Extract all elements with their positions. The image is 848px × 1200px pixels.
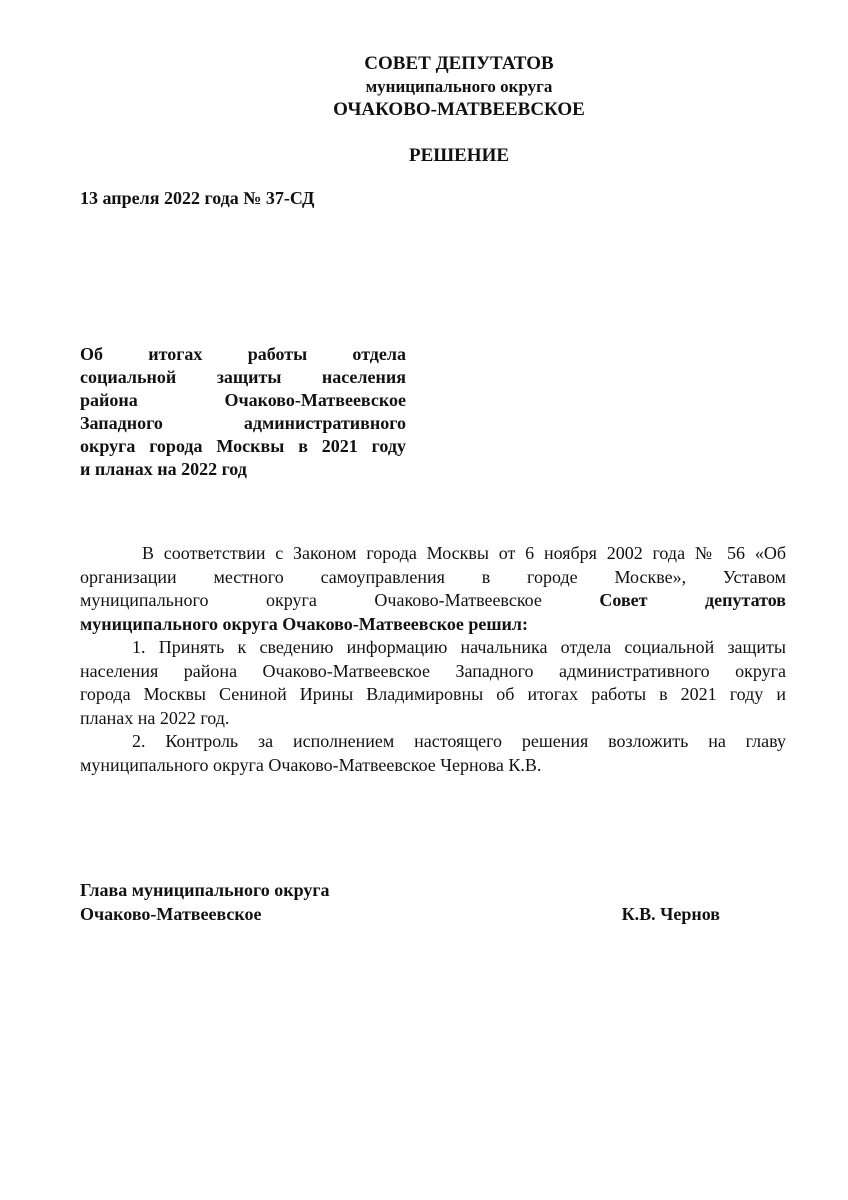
district-type: муниципального округа	[365, 77, 553, 96]
item2-line: 2. Контроль за исполнением настоящего решения возложить на главу	[132, 731, 786, 751]
document-header	[0, 52, 848, 121]
signatory-name: К.В. Чернов	[621, 904, 720, 924]
preamble-line: муниципального округа Очаково-Матвеевское решил:	[80, 613, 529, 634]
signature-block	[80, 878, 720, 926]
document-type-title: РЕШЕНИЕ	[408, 145, 510, 166]
subject-line: Об итогах работы отдела	[80, 344, 406, 364]
item1-line: города Москвы Сениной Ирины Владимировны об итогах работы в 2021 году и	[80, 684, 786, 704]
item1-line: планах на 2022 год.	[80, 707, 230, 728]
district-name: ОЧАКОВО-МАТВЕЕВСКОЕ	[333, 99, 585, 120]
item1-line: населения района Очаково-Матвеевское Западного административного округа	[80, 660, 786, 681]
subject-line: района Очаково-Матвеевское	[80, 390, 406, 410]
decision-subject	[80, 343, 406, 481]
subject-line: Западного административного	[80, 413, 406, 433]
signatory-position: Глава муниципального округа	[80, 880, 330, 900]
preamble-line: В соответствии с Законом города Москвы от 6 ноября 2002 года № 56 «Об	[142, 543, 786, 563]
preamble-line-bold: Совет депутатов	[599, 590, 786, 610]
preamble-line: организации местного самоуправления в городе Москве», Уставом	[80, 566, 786, 587]
subject-line: округа города Москвы в 2021 году	[80, 436, 406, 456]
item2-line: муниципального округа Очаково-Матвеевское Чернова К.В.	[80, 754, 542, 775]
decision-body	[80, 542, 786, 777]
signatory-district: Очаково-Матвеевское	[80, 904, 262, 924]
date-and-number: 13 апреля 2022 года № 37-СД	[80, 188, 315, 208]
council-title: СОВЕТ ДЕПУТАТОВ	[364, 53, 554, 74]
preamble-line-regular: муниципального округа Очаково-Матвеевское	[80, 590, 542, 610]
item1-line: 1. Принять к сведению информацию начальника отдела социальной защиты	[132, 637, 786, 657]
subject-line: и планах на 2022 год	[80, 459, 247, 479]
subject-line: социальной защиты населения	[80, 367, 406, 387]
preamble-line	[80, 589, 786, 613]
